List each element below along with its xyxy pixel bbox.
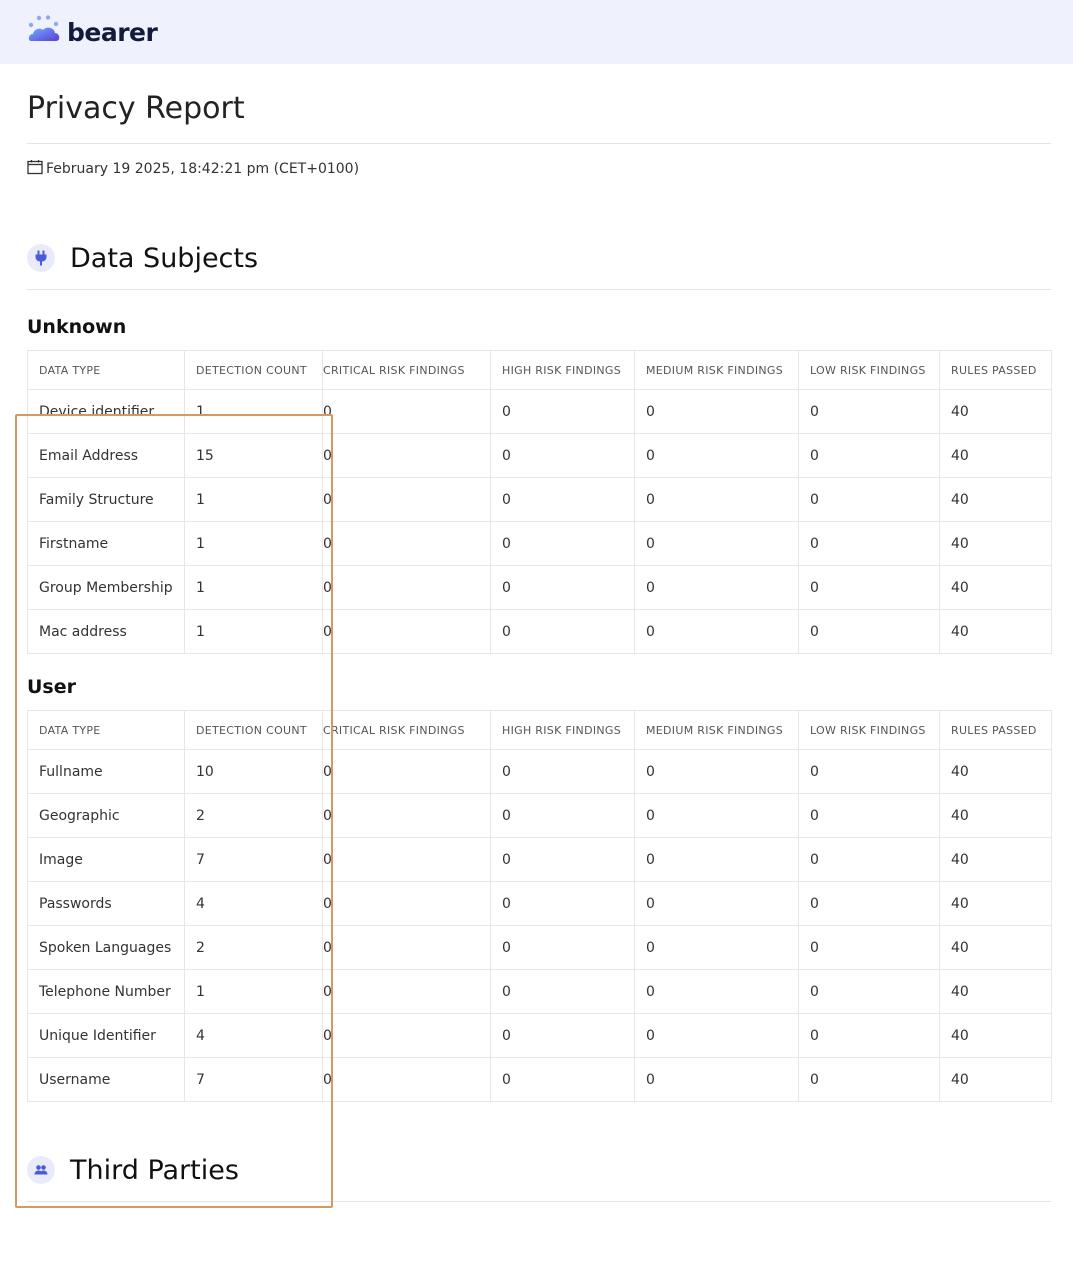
table-cell: 0	[635, 566, 799, 610]
table-cell: 0	[799, 1058, 940, 1102]
timestamp-text: February 19 2025, 18:42:21 pm (CET+0100)	[46, 161, 360, 177]
top-bar	[0, 0, 1073, 64]
table-cell: 0	[491, 478, 635, 522]
table-cell: 40	[940, 478, 1052, 522]
table-cell: 40	[940, 566, 1052, 610]
table-row	[28, 566, 1052, 610]
table-cell: 0	[491, 794, 635, 838]
table-cell: 0	[323, 522, 491, 566]
data-types-table	[27, 350, 1052, 654]
table-cell: 10	[185, 750, 323, 794]
table-cell: Firstname	[28, 522, 185, 566]
table-cell: 40	[940, 794, 1052, 838]
data-subject-groups	[27, 315, 1051, 1102]
column-header: DETECTION COUNT	[185, 711, 323, 750]
column-header: DETECTION COUNT	[185, 351, 323, 390]
table-cell: 1	[185, 610, 323, 654]
calendar-icon	[27, 159, 46, 179]
table-row	[28, 522, 1052, 566]
table-cell: 0	[799, 566, 940, 610]
table-cell: 1	[185, 390, 323, 434]
table-cell: 0	[491, 1014, 635, 1058]
third-parties-header	[27, 1150, 1051, 1190]
table-cell: Group Membership	[28, 566, 185, 610]
table-cell: 7	[185, 1058, 323, 1102]
table-cell: 40	[940, 434, 1052, 478]
table-cell: 0	[635, 1014, 799, 1058]
table-cell: Mac address	[28, 610, 185, 654]
table-cell: Spoken Languages	[28, 926, 185, 970]
column-header: DATA TYPE	[28, 711, 185, 750]
table-row	[28, 478, 1052, 522]
table-cell: 15	[185, 434, 323, 478]
table-row	[28, 750, 1052, 794]
table-cell: 0	[323, 750, 491, 794]
table-cell: 40	[940, 1014, 1052, 1058]
title-divider	[27, 143, 1051, 144]
table-cell: 0	[323, 838, 491, 882]
group-heading: User	[27, 676, 76, 698]
column-header: DATA TYPE	[28, 351, 185, 390]
table-cell: 2	[185, 794, 323, 838]
table-cell: 0	[635, 522, 799, 566]
table-cell: 4	[185, 1014, 323, 1058]
page-title: Privacy Report	[27, 91, 245, 126]
table-cell: 1	[185, 478, 323, 522]
report-timestamp	[27, 160, 1051, 178]
table-cell: 40	[940, 390, 1052, 434]
table-cell: 0	[799, 838, 940, 882]
column-header: MEDIUM RISK FINDINGS	[635, 711, 799, 750]
table-cell: Unique Identifier	[28, 1014, 185, 1058]
table-cell: 0	[799, 750, 940, 794]
table-cell: 7	[185, 838, 323, 882]
table-cell: 0	[491, 566, 635, 610]
table-cell: 40	[940, 882, 1052, 926]
table-cell: 0	[323, 794, 491, 838]
table-cell: Email Address	[28, 434, 185, 478]
table-cell: 0	[491, 434, 635, 478]
table-row	[28, 838, 1052, 882]
data-subjects-header	[27, 238, 1051, 278]
table-cell: 1	[185, 970, 323, 1014]
table-cell: 0	[323, 1058, 491, 1102]
table-row	[28, 610, 1052, 654]
brand-name: bearer	[67, 17, 158, 47]
section-divider	[27, 1201, 1051, 1202]
table-cell: 0	[799, 794, 940, 838]
table-cell: 0	[635, 926, 799, 970]
table-cell: 40	[940, 926, 1052, 970]
table-cell: 1	[185, 522, 323, 566]
column-header: CRITICAL RISK FINDINGS	[323, 351, 491, 390]
table-cell: 0	[635, 478, 799, 522]
table-cell: 0	[635, 390, 799, 434]
table-cell: 0	[799, 610, 940, 654]
column-header: RULES PASSED	[940, 351, 1052, 390]
table-row	[28, 1014, 1052, 1058]
table-cell: 0	[491, 882, 635, 926]
table-cell: 0	[491, 610, 635, 654]
table-cell: 0	[323, 882, 491, 926]
table-header-row	[28, 351, 1052, 390]
table-cell: 0	[491, 750, 635, 794]
table-cell: Geographic	[28, 794, 185, 838]
table-cell: 0	[635, 610, 799, 654]
table-cell: 0	[491, 970, 635, 1014]
table-cell: 0	[491, 390, 635, 434]
table-cell: 0	[635, 794, 799, 838]
table-cell: 0	[635, 838, 799, 882]
table-row	[28, 1058, 1052, 1102]
bearer-logo-icon	[27, 15, 63, 49]
group-heading: Unknown	[27, 316, 127, 338]
table-cell: 0	[491, 838, 635, 882]
section-divider	[27, 289, 1051, 290]
table-cell: 0	[323, 478, 491, 522]
table-cell: 40	[940, 522, 1052, 566]
table-cell: Passwords	[28, 882, 185, 926]
table-row	[28, 434, 1052, 478]
table-cell: 0	[323, 434, 491, 478]
table-cell: 0	[799, 970, 940, 1014]
column-header: LOW RISK FINDINGS	[799, 711, 940, 750]
table-header-row	[28, 711, 1052, 750]
plug-icon	[27, 244, 55, 272]
table-cell: 0	[323, 610, 491, 654]
column-header: RULES PASSED	[940, 711, 1052, 750]
table-cell: 0	[323, 926, 491, 970]
table-cell: 0	[323, 1014, 491, 1058]
table-row	[28, 390, 1052, 434]
table-cell: 0	[491, 522, 635, 566]
table-cell: Family Structure	[28, 478, 185, 522]
table-cell: 4	[185, 882, 323, 926]
table-cell: 0	[635, 1058, 799, 1102]
table-cell: 0	[635, 750, 799, 794]
column-header: MEDIUM RISK FINDINGS	[635, 351, 799, 390]
table-cell: 0	[323, 390, 491, 434]
table-cell: 0	[799, 926, 940, 970]
table-cell: 1	[185, 566, 323, 610]
table-cell: 0	[491, 1058, 635, 1102]
table-cell: 0	[799, 1014, 940, 1058]
data-types-table	[27, 710, 1052, 1102]
column-header: HIGH RISK FINDINGS	[491, 711, 635, 750]
table-cell: 0	[635, 434, 799, 478]
table-cell: 0	[799, 522, 940, 566]
table-cell: 0	[323, 566, 491, 610]
table-cell: Device identifier	[28, 390, 185, 434]
table-cell: Username	[28, 1058, 185, 1102]
table-cell: 0	[799, 882, 940, 926]
table-cell: 40	[940, 1058, 1052, 1102]
table-cell: 40	[940, 970, 1052, 1014]
section-title: Data Subjects	[70, 242, 259, 274]
table-cell: 2	[185, 926, 323, 970]
table-row	[28, 970, 1052, 1014]
brand-logo[interactable]	[27, 15, 157, 49]
column-header: CRITICAL RISK FINDINGS	[323, 711, 491, 750]
report-content	[0, 64, 1073, 1202]
table-cell: Image	[28, 838, 185, 882]
table-row	[28, 882, 1052, 926]
column-header: HIGH RISK FINDINGS	[491, 351, 635, 390]
table-cell: 40	[940, 610, 1052, 654]
table-cell: 0	[635, 882, 799, 926]
table-cell: 40	[940, 750, 1052, 794]
table-cell: 40	[940, 838, 1052, 882]
table-cell: 0	[799, 478, 940, 522]
table-cell: 0	[491, 926, 635, 970]
table-cell: 0	[799, 434, 940, 478]
table-row	[28, 926, 1052, 970]
table-cell: 0	[323, 970, 491, 1014]
table-cell: Telephone Number	[28, 970, 185, 1014]
table-cell: Fullname	[28, 750, 185, 794]
users-icon	[27, 1156, 55, 1184]
table-cell: 0	[799, 390, 940, 434]
table-row	[28, 794, 1052, 838]
section-title: Third Parties	[70, 1154, 239, 1186]
column-header: LOW RISK FINDINGS	[799, 351, 940, 390]
table-cell: 0	[635, 970, 799, 1014]
